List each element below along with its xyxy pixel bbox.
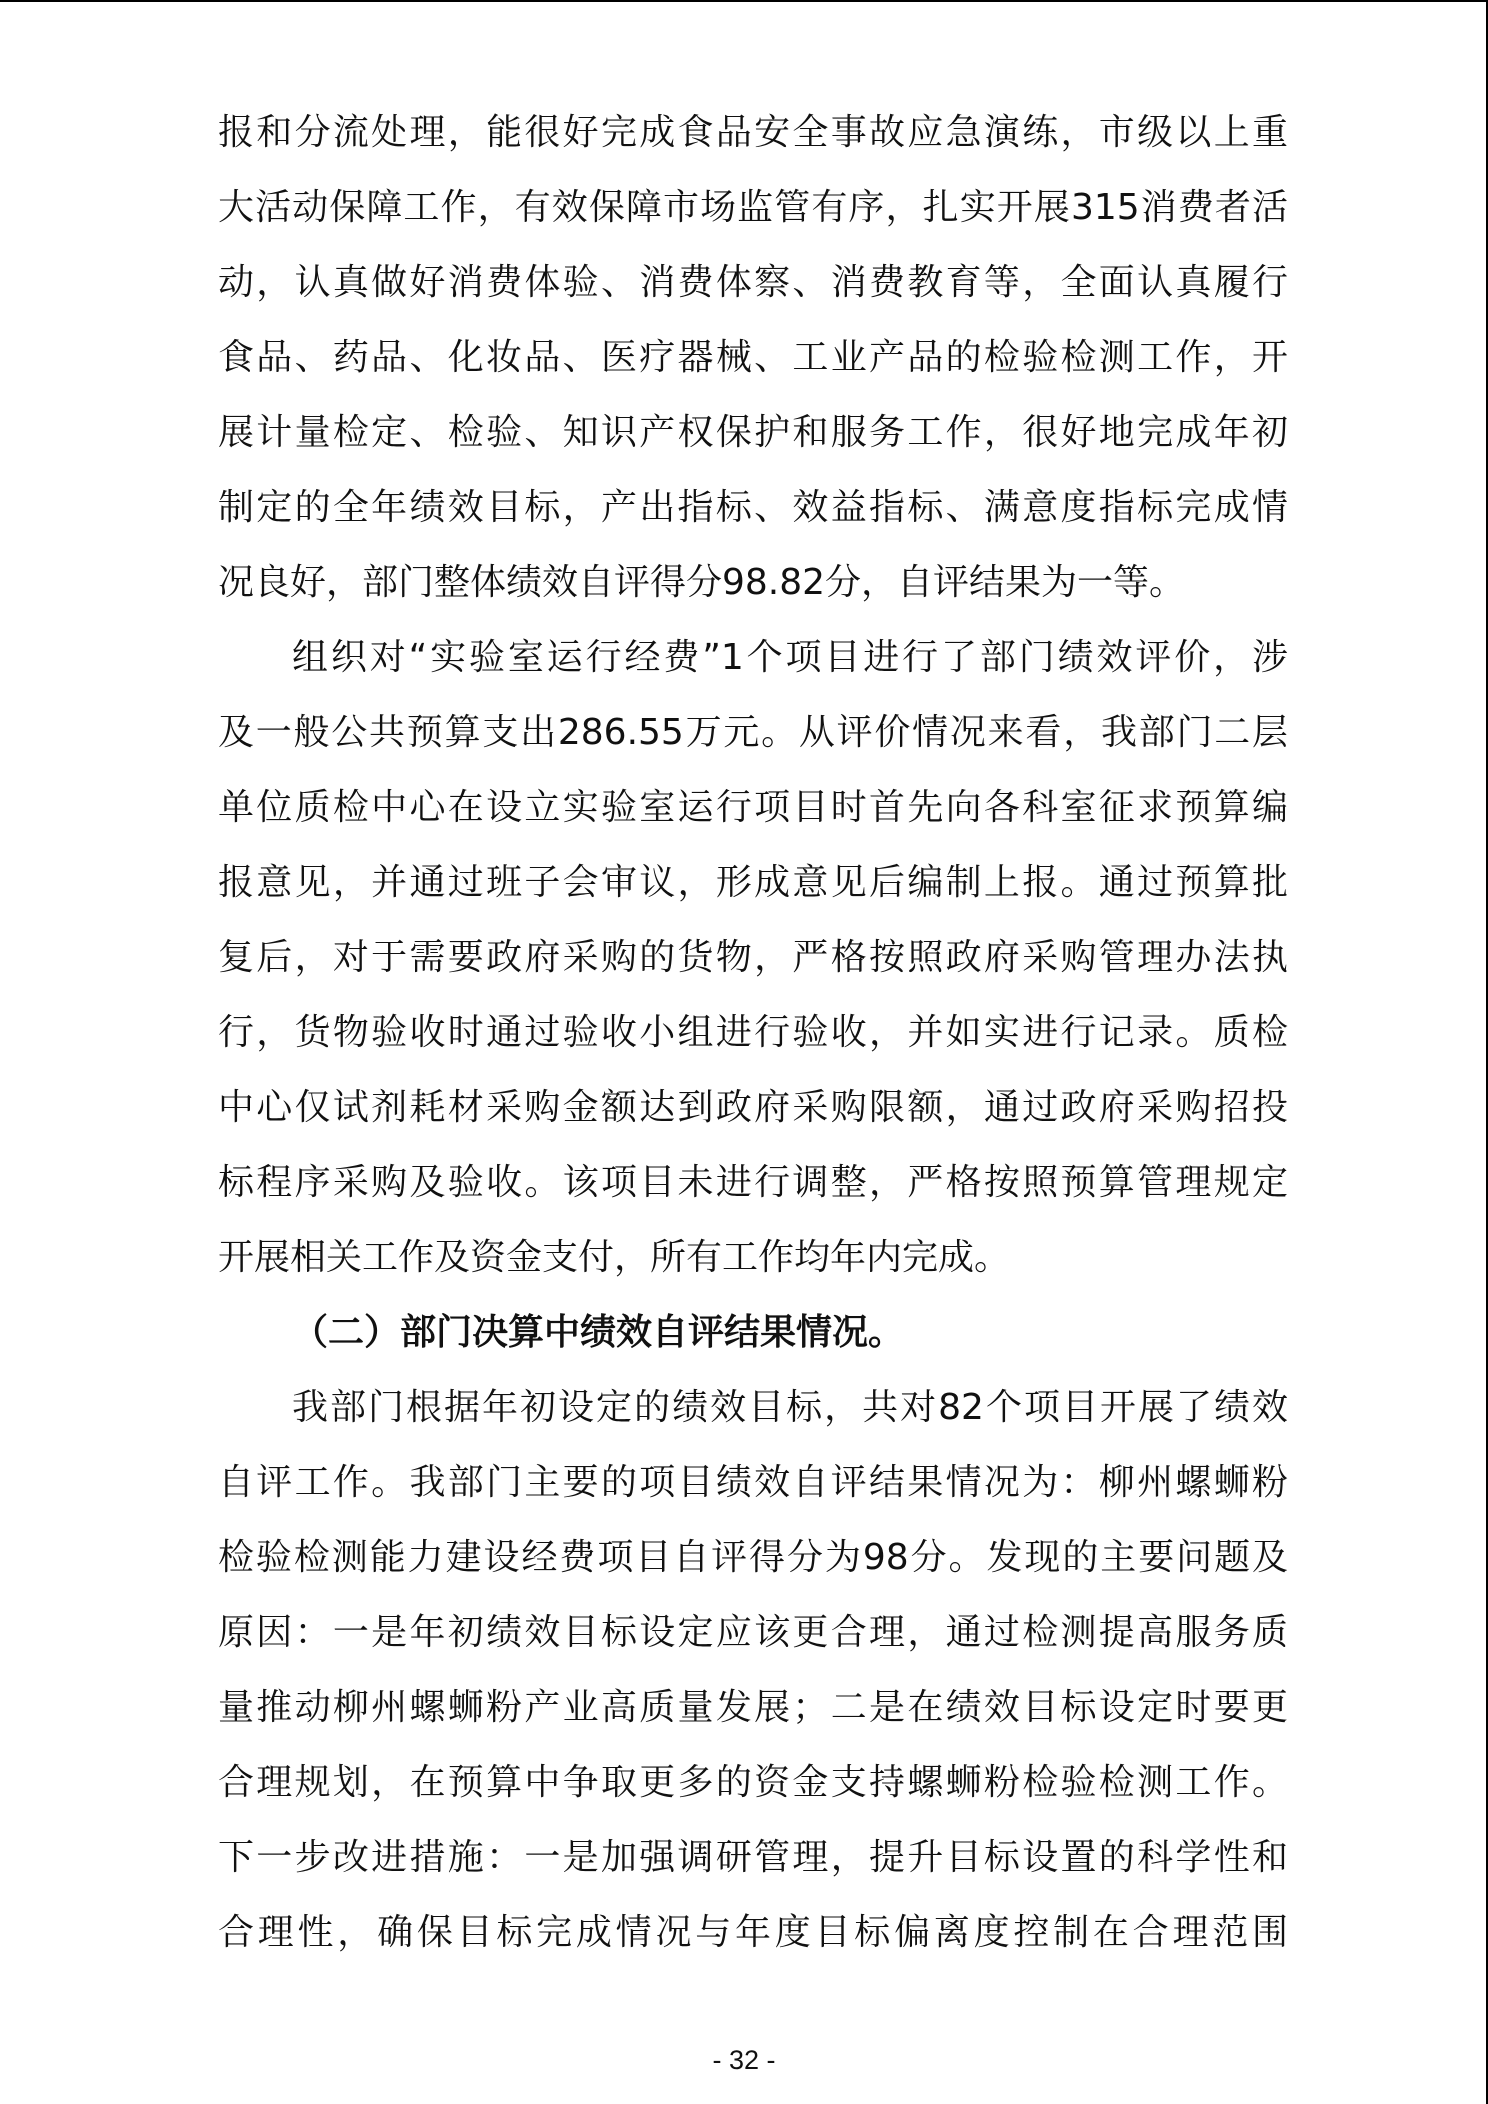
text-line: 单位质检中心在设立实验室运行项目时首先向各科室征求预算编: [218, 787, 1288, 828]
text-line: 组织对“实验室运行经费”1个项目进行了部门绩效评价，涉: [292, 637, 1288, 678]
text-line: 合理性，确保目标完成情况与年度目标偏离度控制在合理范围: [218, 1912, 1288, 1953]
text-line: 复后，对于需要政府采购的货物，严格按照政府采购管理办法执: [218, 937, 1288, 978]
text-line: 自评工作。我部门主要的项目绩效自评结果情况为：柳州螺蛳粉: [218, 1462, 1288, 1503]
text-line: 食品、药品、化妆品、医疗器械、工业产品的检验检测工作，开: [218, 337, 1288, 378]
page-number: - 32 -: [712, 2045, 776, 2075]
text-line: 原因：一是年初绩效目标设定应该更合理，通过检测提高服务质: [218, 1612, 1288, 1653]
paragraph-lab-evaluation: [218, 620, 1288, 1295]
text-line: 我部门根据年初设定的绩效目标，共对82个项目开展了绩效: [292, 1387, 1288, 1428]
text-line: 大活动保障工作，有效保障市场监管有序，扎实开展315消费者活: [218, 187, 1288, 228]
document-body: [218, 95, 1288, 1970]
page-border-top: [0, 0, 1488, 2]
text-line: 报意见，并通过班子会审议，形成意见后编制上报。通过预算批: [218, 862, 1288, 903]
text-line: 开展相关工作及资金支付，所有工作均年内完成。: [218, 1237, 1011, 1278]
text-line: 制定的全年绩效目标，产出指标、效益指标、满意度指标完成情: [218, 487, 1288, 528]
text-line: 量推动柳州螺蛳粉产业高质量发展；二是在绩效目标设定时要更: [218, 1687, 1288, 1728]
text-line: 况良好，部门整体绩效自评得分98.82分，自评结果为一等。: [218, 562, 1186, 603]
section-heading: （二）部门决算中绩效自评结果情况。: [292, 1312, 905, 1353]
paragraph-overall-performance: [218, 95, 1288, 620]
paragraph-self-evaluation: [218, 1370, 1288, 1970]
text-line: 及一般公共预算支出286.55万元。从评价情况来看，我部门二层: [218, 712, 1288, 753]
text-line: 合理规划，在预算中争取更多的资金支持螺蛳粉检验检测工作。: [218, 1762, 1288, 1803]
text-line: 动，认真做好消费体验、消费体察、消费教育等，全面认真履行: [218, 262, 1288, 303]
text-line: 检验检测能力建设经费项目自评得分为98分。发现的主要问题及: [218, 1537, 1288, 1578]
text-line: 行，货物验收时通过验收小组进行验收，并如实进行记录。质检: [218, 1012, 1288, 1053]
text-line: 展计量检定、检验、知识产权保护和服务工作，很好地完成年初: [218, 412, 1288, 453]
text-line: 报和分流处理，能很好完成食品安全事故应急演练，市级以上重: [218, 112, 1288, 153]
text-line: 中心仅试剂耗材采购金额达到政府采购限额，通过政府采购招投: [218, 1087, 1288, 1128]
text-line: 标程序采购及验收。该项目未进行调整，严格按照预算管理规定: [218, 1162, 1288, 1203]
text-line: 下一步改进措施：一是加强调研管理，提升目标设置的科学性和: [218, 1837, 1288, 1878]
